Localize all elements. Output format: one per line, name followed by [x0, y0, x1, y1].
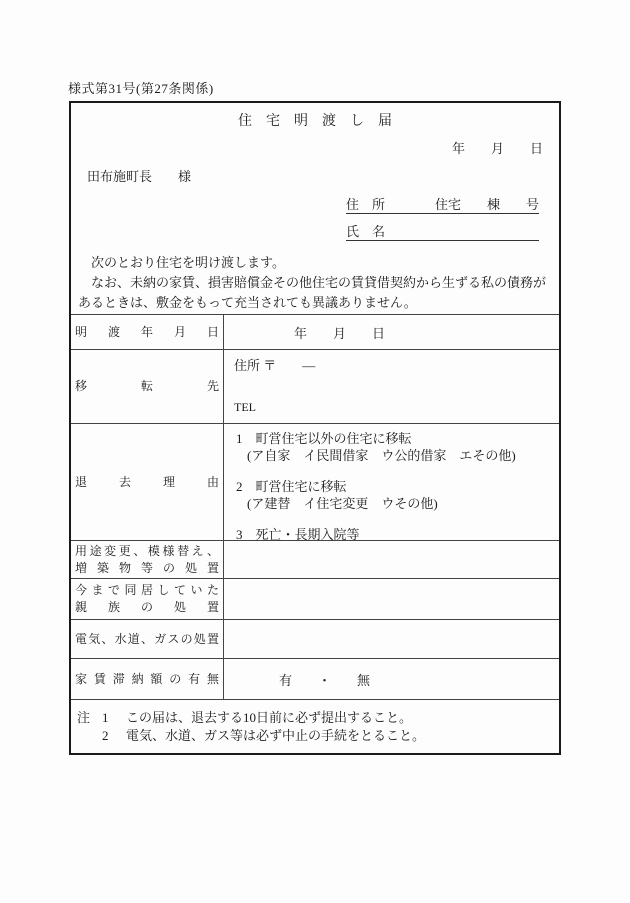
row-value-alterations — [224, 540, 559, 578]
body-paragraph-1: 次のとおり住宅を明け渡します。 — [91, 255, 285, 270]
document-title: 住 宅 明 渡 し 届 — [238, 114, 392, 129]
note-number-1: 1 — [102, 710, 109, 725]
form-number: 様式第31号(第27条関係) — [68, 81, 214, 96]
row-label-arrears: 家賃滞納額の有無 — [71, 658, 224, 699]
destination-address-line: 住所 〒 ― — [234, 358, 316, 373]
row-label-reason: 退去理由 — [71, 423, 224, 540]
address-label: 住 所 — [346, 197, 386, 212]
row-value-relatives — [224, 578, 559, 619]
row-value-reason — [224, 423, 559, 540]
notes-section — [71, 699, 559, 753]
row-value-arrears: 有 ・ 無 — [224, 658, 559, 699]
note-line-2 — [77, 727, 553, 745]
name-label: 氏 名 — [346, 224, 386, 239]
row-value-utilities — [224, 619, 559, 658]
addressee: 田布施町長 様 — [87, 169, 192, 184]
row-label-relatives: 今まで同居していた 親族の処置 — [71, 578, 224, 619]
reason-item-1: 1 町営住宅以外の住宅に移転 (ア自家 イ民間借家 ウ公的借家 エその他) — [236, 431, 516, 463]
form-border-box — [69, 101, 561, 755]
note-line-1 — [77, 709, 553, 727]
note-prefix: 注 — [77, 710, 91, 725]
row-label-vacate-date: 明渡年月日 — [71, 314, 224, 349]
reason-item-3: 3 死亡・長期入院等 — [236, 527, 360, 542]
note-text-1: この届は、退去する10日前に必ず提出すること。 — [126, 710, 413, 725]
row-label-destination: 移転先 — [71, 349, 224, 423]
row-value-destination — [224, 349, 559, 423]
address-fill-line — [346, 195, 539, 214]
row-value-vacate-date: 年 月 日 — [224, 314, 559, 349]
form-table — [71, 314, 559, 699]
name-fill-line — [346, 222, 539, 241]
reason-item-2: 2 町営住宅に移転 (ア建替 イ住宅変更 ウその他) — [236, 479, 438, 511]
body-paragraph-2: なお、未納の家賃、損害賠償金その他住宅の賃貸借契約から生ずる私の債務があるときは、敷金をもって充当されても異議ありません。 — [78, 275, 547, 310]
destination-tel-label: TEL — [234, 400, 256, 414]
row-label-utilities: 電気、水道、ガスの処置 — [71, 619, 224, 658]
note-number-2: 2 — [102, 728, 109, 743]
date-line: 年 月 日 — [451, 141, 543, 156]
body-text — [78, 253, 557, 313]
row-label-alterations: 用途変更、模様替え、 増築物等の処置 — [71, 540, 224, 578]
note-text-2: 電気、水道、ガス等は必ず中止の手続をとること。 — [126, 728, 426, 743]
address-suffix: 住宅 棟 号 — [434, 197, 539, 212]
